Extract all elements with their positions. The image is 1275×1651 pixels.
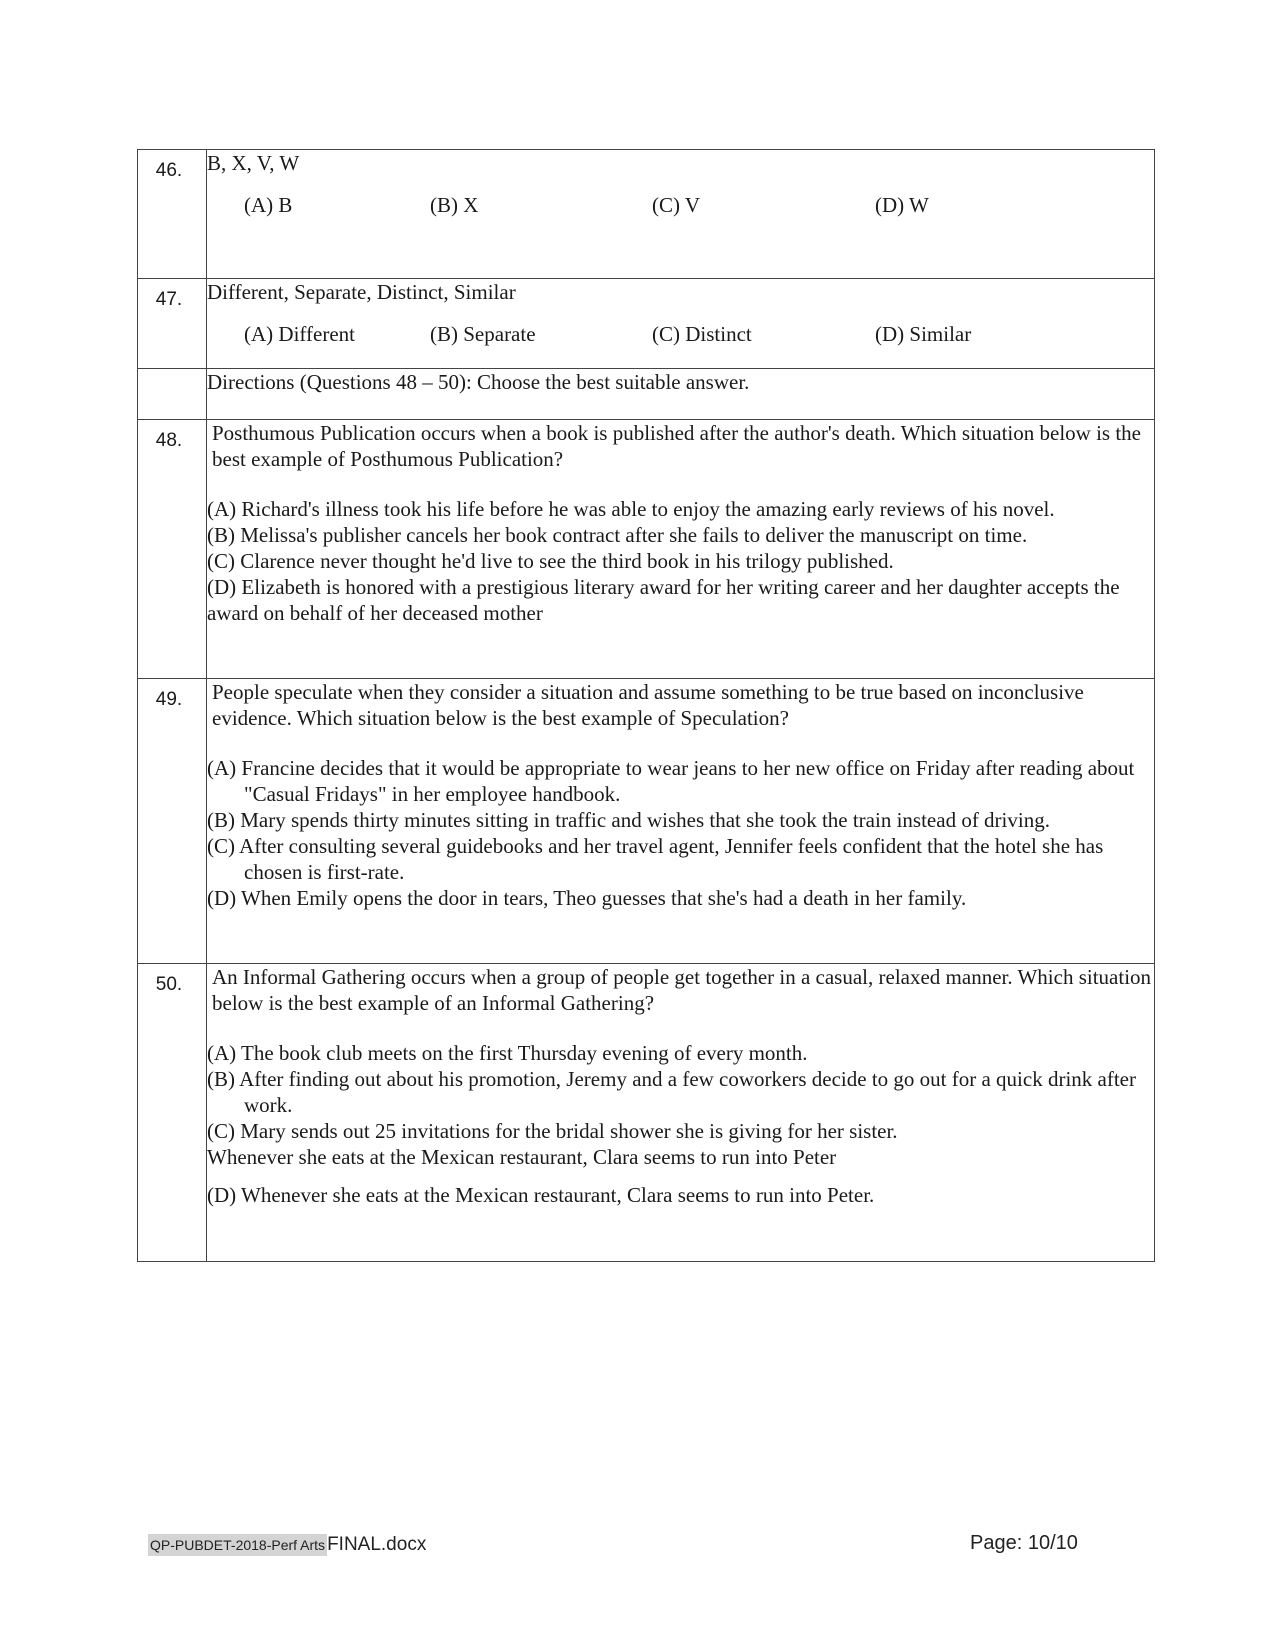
question-content (207, 964, 1155, 1262)
question-row-48 (138, 420, 1155, 679)
options-list (207, 496, 1154, 626)
option-b: (B) Separate (430, 322, 536, 346)
options-list (207, 1040, 1154, 1208)
option-c: (C) Mary sends out 25 invitations for the bridal shower she is giving for her sister. (207, 1119, 898, 1143)
question-row-47 (138, 279, 1155, 369)
directions-row (138, 369, 1155, 420)
option-d: (D) Similar (875, 322, 972, 346)
question-number-cell (138, 150, 207, 279)
options-list (207, 755, 1154, 911)
question-content (207, 679, 1155, 964)
question-stem: B, X, V, W (207, 151, 300, 175)
question-number-cell (138, 964, 207, 1262)
question-content (207, 150, 1155, 279)
option-a: (A) B (244, 193, 293, 217)
question-row-46 (138, 150, 1155, 279)
footer-filename-suffix: FINAL.docx (327, 1534, 427, 1555)
question-number-cell (138, 279, 207, 369)
question-number: 48. (155, 430, 183, 451)
empty-number-cell (138, 369, 207, 420)
option-c: (C) Distinct (652, 322, 752, 346)
options-row (207, 192, 1154, 218)
question-content (207, 279, 1155, 369)
option-b: (B) X (430, 193, 479, 217)
question-row-50 (138, 964, 1155, 1262)
option-a: (A) The book club meets on the first Thursday evening of every month. (207, 1041, 808, 1065)
option-c: (C) Clarence never thought he'd live to see the third book in his trilogy published. (207, 549, 894, 573)
option-a: (A) Different (244, 322, 355, 346)
option-b: (B) Melissa's publisher cancels her book contract after she fails to deliver the manuscript on time. (207, 523, 1028, 547)
question-number: 47. (155, 289, 183, 310)
option-b: (B) Mary spends thirty minutes sitting in traffic and wishes that she took the train instead of driving. (207, 808, 1050, 832)
stray-text-line: Whenever she eats at the Mexican restaurant, Clara seems to run into Peter (207, 1145, 837, 1169)
option-d: (D) Elizabeth is honored with a prestigious literary award for her writing career and her daughter accepts the award on behalf of her deceased mother (207, 575, 1120, 625)
option-a: (A) Francine decides that it would be appropriate to wear jeans to her new office on Friday after reading about "Casual Fridays" in her employee handbook. (207, 756, 1135, 806)
question-number-cell (138, 679, 207, 964)
question-content (207, 420, 1155, 679)
question-number-cell (138, 420, 207, 679)
footer-page-number: Page: 10/10 (970, 1532, 1078, 1554)
question-stem: Posthumous Publication occurs when a book is published after the author's death. Which situation below is the best example of Posthumous Publication? (212, 421, 1141, 471)
question-stem: Different, Separate, Distinct, Similar (207, 280, 516, 304)
question-row-49 (138, 679, 1155, 964)
question-table (137, 149, 1155, 1262)
question-stem: People speculate when they consider a situation and assume something to be true based on inconclusive evidence. Which situation below is the best example of Speculation? (212, 680, 1084, 730)
option-d: (D) Whenever she eats at the Mexican restaurant, Clara seems to run into Peter. (207, 1183, 875, 1207)
question-number: 49. (155, 689, 183, 710)
option-b: (B) After finding out about his promotion, Jeremy and a few coworkers decide to go out for a quick drink after work. (207, 1067, 1136, 1117)
question-stem: An Informal Gathering occurs when a group of people get together in a casual, relaxed manner. Which situation below is the best example of an Informal Gathering? (212, 965, 1152, 1015)
option-a: (A) Richard's illness took his life before he was able to enjoy the amazing early reviews of his novel. (207, 497, 1055, 521)
option-c: (C) After consulting several guidebooks and her travel agent, Jennifer feels confident that the hotel she has chosen is first-rate. (207, 834, 1104, 884)
option-c: (C) V (652, 193, 701, 217)
question-number: 50. (155, 974, 183, 995)
option-d: (D) When Emily opens the door in tears, Theo guesses that she's had a death in her family. (207, 886, 967, 910)
footer-filename-prefix: QP-PUBDET-2018-Perf Arts (148, 1534, 327, 1556)
directions-text: Directions (Questions 48 – 50): Choose the best suitable answer. (207, 369, 1155, 420)
footer-filename (148, 1534, 426, 1556)
question-number: 46. (155, 160, 183, 181)
option-d: (D) W (875, 193, 929, 217)
options-row (207, 321, 1154, 347)
